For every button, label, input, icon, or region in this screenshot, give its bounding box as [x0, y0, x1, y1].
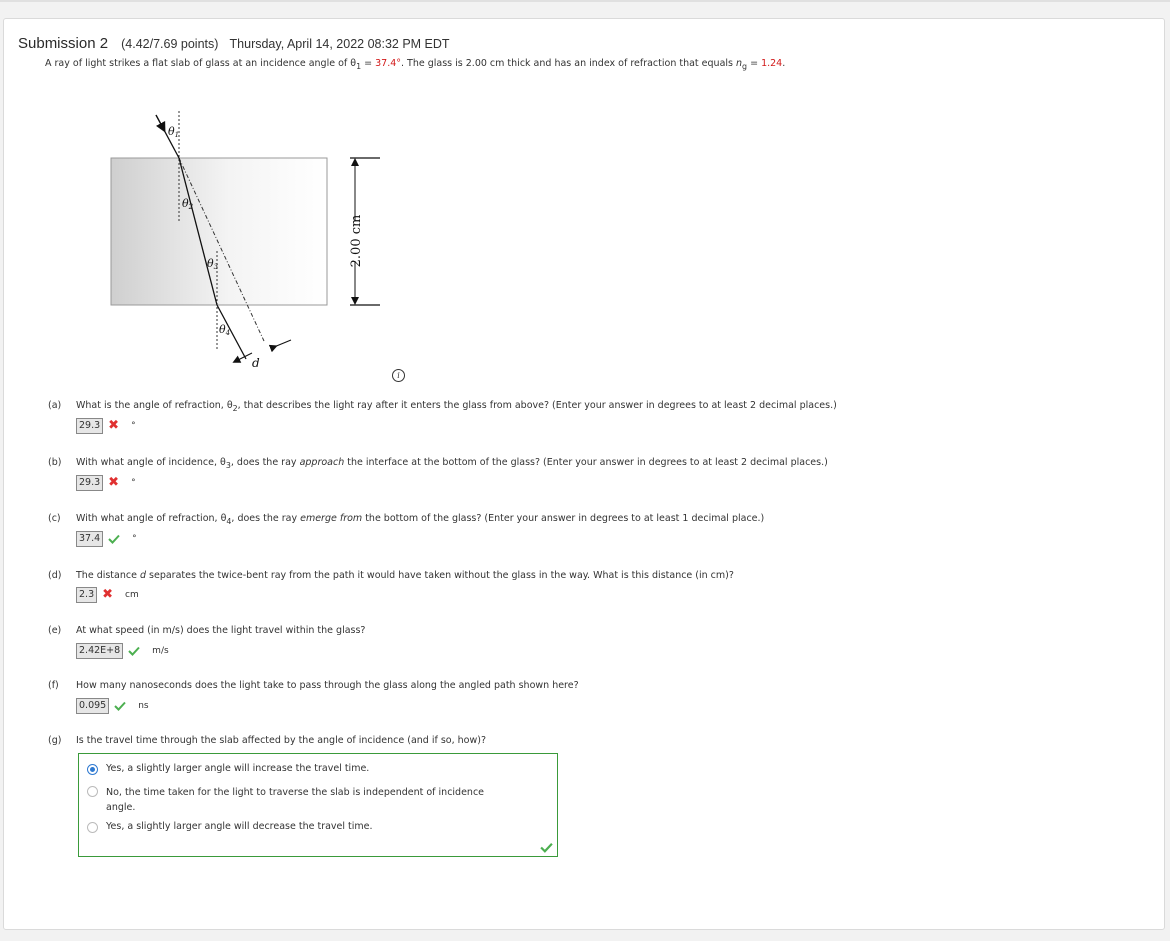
answer-a — [76, 419, 136, 433]
question-e — [48, 625, 365, 636]
answer-b — [76, 476, 136, 490]
incorrect-icon: ✖ — [108, 475, 120, 490]
emphasis: approach — [299, 457, 345, 468]
question-text-mid: , does the ray — [231, 513, 301, 524]
question-label: (e) — [48, 625, 62, 636]
option-label: Yes, a slightly larger angle will decrease the travel time. — [106, 821, 373, 832]
subscript: 4 — [226, 516, 232, 526]
answer-f — [76, 699, 149, 713]
theta1-subscript: 1 — [356, 61, 362, 71]
question-text: Is the travel time through the slab affected by the angle of incidence (and if so, how)? — [76, 735, 487, 746]
d-arrow-right — [274, 340, 291, 347]
thickness-label: 2.00 cm — [349, 214, 364, 268]
d-label: d — [252, 356, 260, 370]
index-value: 1.24 — [761, 58, 783, 69]
submission-points: (4.42/7.69 points) — [121, 37, 219, 51]
radio-unselected[interactable] — [87, 822, 98, 833]
glass-slab-figure — [104, 111, 404, 371]
subscript: 3 — [225, 460, 231, 470]
option-2[interactable] — [87, 785, 484, 815]
question-label: (a) — [48, 400, 62, 411]
option-3[interactable] — [87, 821, 373, 833]
unit-ns: ns — [138, 701, 149, 711]
question-text: With what angle of incidence, θ — [76, 457, 226, 468]
answer-e — [76, 644, 169, 658]
answer-input-e[interactable]: 2.42E+8 — [76, 643, 123, 659]
unit-mps: m/s — [152, 646, 169, 656]
question-c — [48, 513, 764, 526]
theta1-label: θ1 — [168, 125, 180, 139]
top-divider — [0, 0, 1170, 2]
question-text-end: separates the twice-bent ray from the path it would have taken without the glass in the way. What is this distance (in cm)? — [146, 570, 734, 581]
unit-cm: cm — [125, 590, 139, 600]
unit-degree: ° — [132, 534, 137, 544]
question-label: (c) — [48, 513, 61, 524]
question-text: At what speed (in m/s) does the light travel within the glass? — [76, 625, 366, 636]
theta4-label: θ4 — [219, 323, 231, 337]
unit-degree: ° — [131, 478, 136, 488]
incidence-angle-value: 37.4° — [375, 58, 402, 69]
answer-input-f[interactable]: 0.095 — [76, 698, 109, 714]
correct-icon — [540, 842, 553, 853]
question-text-mid: , does the ray — [230, 457, 300, 468]
answer-c — [76, 532, 137, 546]
question-label: (b) — [48, 457, 62, 468]
multiple-choice-box — [78, 753, 558, 857]
subscript: 2 — [232, 403, 238, 413]
question-g — [48, 735, 486, 746]
radio-selected[interactable] — [87, 764, 98, 775]
incident-ray-arrow — [156, 115, 163, 128]
answer-input-d[interactable]: 2.3 — [76, 587, 97, 603]
option-label: No, the time taken for the light to traverse the slab is independent of incidence angle. — [106, 787, 485, 813]
n-symbol: n — [736, 58, 743, 69]
question-a — [48, 400, 837, 413]
question-text-end: , that describes the light ray after it enters the glass from above? (Enter your answer in degrees to at least 2 decimal places.) — [237, 400, 837, 411]
question-label: (f) — [48, 680, 59, 691]
question-f — [48, 680, 579, 691]
submission-title: Submission 2 — [18, 35, 109, 52]
question-text: The distance — [76, 570, 140, 581]
answer-input-c[interactable]: 37.4 — [76, 531, 103, 547]
statement-text-2: . The glass is 2.00 cm thick and has an index of refraction that equals — [401, 58, 737, 69]
incorrect-icon: ✖ — [108, 418, 120, 433]
question-d — [48, 570, 734, 581]
theta3-label: θ3 — [207, 257, 219, 271]
period: . — [782, 58, 786, 69]
option-1[interactable] — [87, 763, 369, 775]
emphasis: emerge from — [300, 513, 363, 524]
question-text-end: the interface at the bottom of the glass? (Enter your answer in degrees to at least 2 decimal places.) — [344, 457, 828, 468]
theta2-label: θ2 — [182, 197, 194, 211]
problem-statement — [45, 58, 785, 71]
correct-icon — [108, 534, 120, 544]
answer-input-a[interactable]: 29.3 — [76, 418, 103, 434]
submission-header — [18, 33, 450, 52]
correct-icon — [128, 646, 140, 656]
answer-d — [76, 588, 139, 602]
glass-slab — [111, 158, 327, 305]
emphasis: d — [139, 570, 146, 581]
question-b — [48, 457, 828, 470]
correct-icon — [114, 701, 126, 711]
submission-date: Thursday, April 14, 2022 08:32 PM EDT — [229, 37, 450, 51]
info-icon[interactable]: i — [392, 369, 405, 382]
question-text: How many nanoseconds does the light take to pass through the glass along the angled path shown here? — [76, 680, 579, 691]
equals: = — [361, 58, 376, 69]
question-label: (d) — [48, 570, 62, 581]
n-subscript: g — [742, 61, 748, 71]
unit-degree: ° — [131, 421, 136, 431]
answer-input-b[interactable]: 29.3 — [76, 475, 103, 491]
equals-2: = — [747, 58, 762, 69]
question-text: What is the angle of refraction, θ — [76, 400, 233, 411]
dim-arrow-down — [351, 297, 359, 305]
question-label: (g) — [48, 735, 62, 746]
question-text: With what angle of refraction, θ — [76, 513, 227, 524]
option-label: Yes, a slightly larger angle will increase the travel time. — [106, 763, 370, 774]
radio-unselected[interactable] — [87, 786, 98, 797]
question-text-end: the bottom of the glass? (Enter your answer in degrees to at least 1 decimal place.) — [362, 513, 765, 524]
dim-arrow-up — [351, 158, 359, 166]
submission-card — [3, 18, 1165, 930]
statement-text: A ray of light strikes a flat slab of glass at an incidence angle of θ — [45, 58, 357, 69]
incorrect-icon: ✖ — [102, 587, 114, 602]
